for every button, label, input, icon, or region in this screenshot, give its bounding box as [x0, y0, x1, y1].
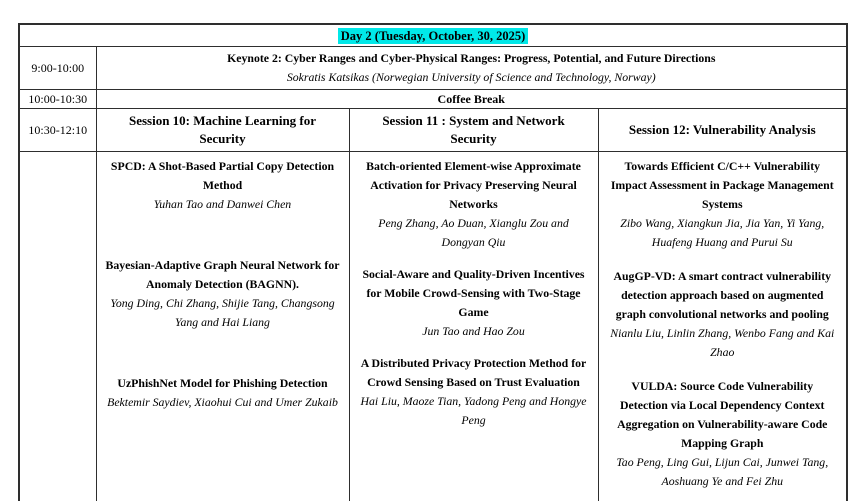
- coffee-break-label: Coffee Break: [437, 92, 505, 106]
- paper-entry: [607, 267, 839, 362]
- paper-title: AugGP-VD: A smart contract vulnerability detection approach based on augmented graph convolutional networks and pooling: [613, 269, 832, 321]
- paper-entry: [105, 157, 341, 214]
- paper-authors: Yong Ding, Chi Zhang, Shijie Tang, Changsong Yang and Hai Liang: [110, 296, 335, 329]
- session-10-title: Session 10: Machine Learning for Security: [128, 112, 317, 146]
- sessions-time: 10:30-12:10: [19, 109, 96, 152]
- day-header-cell: [19, 24, 847, 47]
- paper-authors: Tao Peng, Ling Gui, Lijun Cai, Junwei Tang, Aoshuang Ye and Fei Zhu: [616, 455, 829, 488]
- paper-authors: Zibo Wang, Xiangkun Jia, Jia Yan, Yi Yang, Huafeng Huang and Purui Su: [620, 216, 825, 249]
- day-header-row: [19, 24, 847, 47]
- coffee-break-row: [19, 90, 847, 109]
- session-12-header-cell: [598, 109, 847, 152]
- paper-entry: [105, 374, 341, 412]
- day-header-highlight: Day 2 (Tuesday, October, 30, 2025): [338, 28, 529, 44]
- paper-authors: Jun Tao and Hao Zou: [422, 324, 525, 338]
- keynote-speaker: Sokratis Katsikas (Norwegian University of Science and Technology, Norway): [286, 70, 656, 84]
- paper-authors: Nianlu Liu, Linlin Zhang, Wenbo Fang and Kai Zhao: [610, 326, 835, 359]
- session-12-title: Session 12: Vulnerability Analysis: [628, 121, 816, 137]
- session-10-header-cell: [96, 109, 349, 152]
- paper-entry: [358, 157, 590, 252]
- paper-authors: Peng Zhang, Ao Duan, Xianglu Zou and Dongyan Qiu: [378, 216, 569, 249]
- paper-title: A Distributed Privacy Protection Method for Crowd Sensing Based on Trust Evaluation: [360, 356, 587, 389]
- paper-title: SPCD: A Shot-Based Partial Copy Detection Method: [110, 159, 335, 192]
- paper-title: VULDA: Source Code Vulnerability Detection via Local Dependency Context Aggregation on Vulnerability-aware Code Mapping Graph: [617, 379, 828, 450]
- keynote-row: [19, 47, 847, 90]
- session-11-title: Session 11 : System and Network Security: [382, 112, 565, 146]
- paper-authors: Bektemir Saydiev, Xiaohui Cui and Umer Zukaib: [107, 395, 338, 409]
- keynote-cell: [96, 47, 847, 90]
- keynote-time: 9:00-10:00: [19, 47, 96, 90]
- paper-title: Towards Efficient C/C++ Vulnerability Impact Assessment in Package Management Systems: [610, 159, 834, 211]
- paper-title: UzPhishNet Model for Phishing Detection: [117, 376, 328, 390]
- session-headers-row: [19, 109, 847, 152]
- coffee-break-cell: [96, 90, 847, 109]
- paper-entry: [607, 377, 839, 491]
- session-12-papers-cell: [598, 152, 847, 501]
- paper-entry: [607, 157, 839, 252]
- paper-title: Batch-oriented Element-wise Approximate Activation for Privacy Preserving Neural Networks: [366, 159, 581, 211]
- paper-entry: [358, 354, 590, 430]
- paper-entry: [105, 256, 341, 332]
- session-11-papers-cell: [349, 152, 598, 501]
- paper-title: Social-Aware and Quality-Driven Incentives for Mobile Crowd-Sensing with Two-Stage Game: [362, 267, 585, 319]
- keynote-title: Keynote 2: Cyber Ranges and Cyber-Physical Ranges: Progress, Potential, and Future Directions: [227, 51, 716, 65]
- session-11-header-cell: [349, 109, 598, 152]
- paper-title: Bayesian-Adaptive Graph Neural Network for Anomaly Detection (BAGNN).: [105, 258, 340, 291]
- session-10-papers-cell: [96, 152, 349, 501]
- papers-time-cell-empty: [19, 152, 96, 501]
- paper-authors: Hai Liu, Maoze Tian, Yadong Peng and Hongye Peng: [360, 394, 587, 427]
- paper-authors: Yuhan Tao and Danwei Chen: [153, 197, 292, 211]
- papers-row: [19, 152, 847, 501]
- day2-schedule-table: [18, 23, 848, 501]
- coffee-break-time: 10:00-10:30: [19, 90, 96, 109]
- paper-entry: [358, 265, 590, 341]
